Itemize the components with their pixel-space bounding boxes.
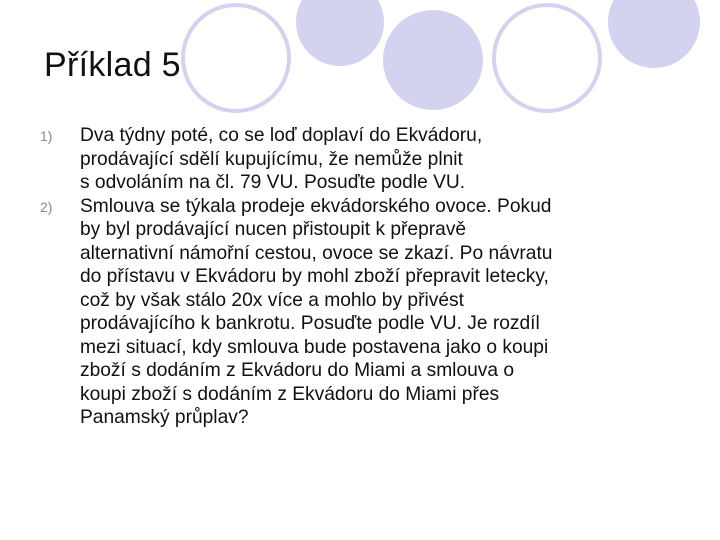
decor-circle-outline bbox=[183, 5, 289, 111]
decor-circle-outline bbox=[494, 5, 600, 111]
list-number: 1) bbox=[40, 128, 53, 144]
list-text-line: do přístavu v Ekvádoru by mohl zboží přepravit letecky, bbox=[80, 266, 549, 287]
list-text-line: prodávající sdělí kupujícímu, že nemůže plnit bbox=[80, 148, 463, 170]
list-item bbox=[40, 124, 690, 195]
list-text-line: prodávajícího k bankrotu. Posuďte podle VU. Je rozdíl bbox=[80, 313, 540, 334]
list-text-line: zboží s dodáním z Ekvádoru do Miami a smlouva o bbox=[80, 360, 515, 381]
list-number: 2) bbox=[40, 198, 53, 215]
decor-circle-filled bbox=[608, 0, 700, 68]
numbered-list bbox=[40, 124, 690, 430]
list-text-line: koupi zboží s dodáním z Ekvádoru do Miami přes bbox=[80, 383, 500, 405]
decor-circle-filled bbox=[296, 0, 384, 66]
decor-circle-filled bbox=[383, 10, 483, 110]
list-text-line: Panamský průplav? bbox=[80, 407, 249, 428]
list-text-line: by byl prodávající nucen přistoupit k přepravě bbox=[80, 219, 467, 240]
list-text-line: Dva týdny poté, co se loď doplaví do Ekvádoru, bbox=[80, 125, 483, 146]
list-text-line: s odvoláním na čl. 79 VU. Posuďte podle VU. bbox=[80, 172, 466, 193]
list-text-line: alternativní námořní cestou, ovoce se zkazí. Po návratu bbox=[80, 242, 553, 264]
list-item bbox=[40, 195, 690, 430]
list-text-line: Smlouva se týkala prodeje ekvádorského ovoce. Pokud bbox=[80, 195, 552, 217]
list-text-line: což by však stálo 20x více a mohlo by přivést bbox=[80, 289, 464, 311]
list-text-line: mezi situací, kdy smlouva bude postavena jako o koupi bbox=[80, 336, 549, 358]
slide-title: Příklad 5 bbox=[44, 46, 181, 84]
